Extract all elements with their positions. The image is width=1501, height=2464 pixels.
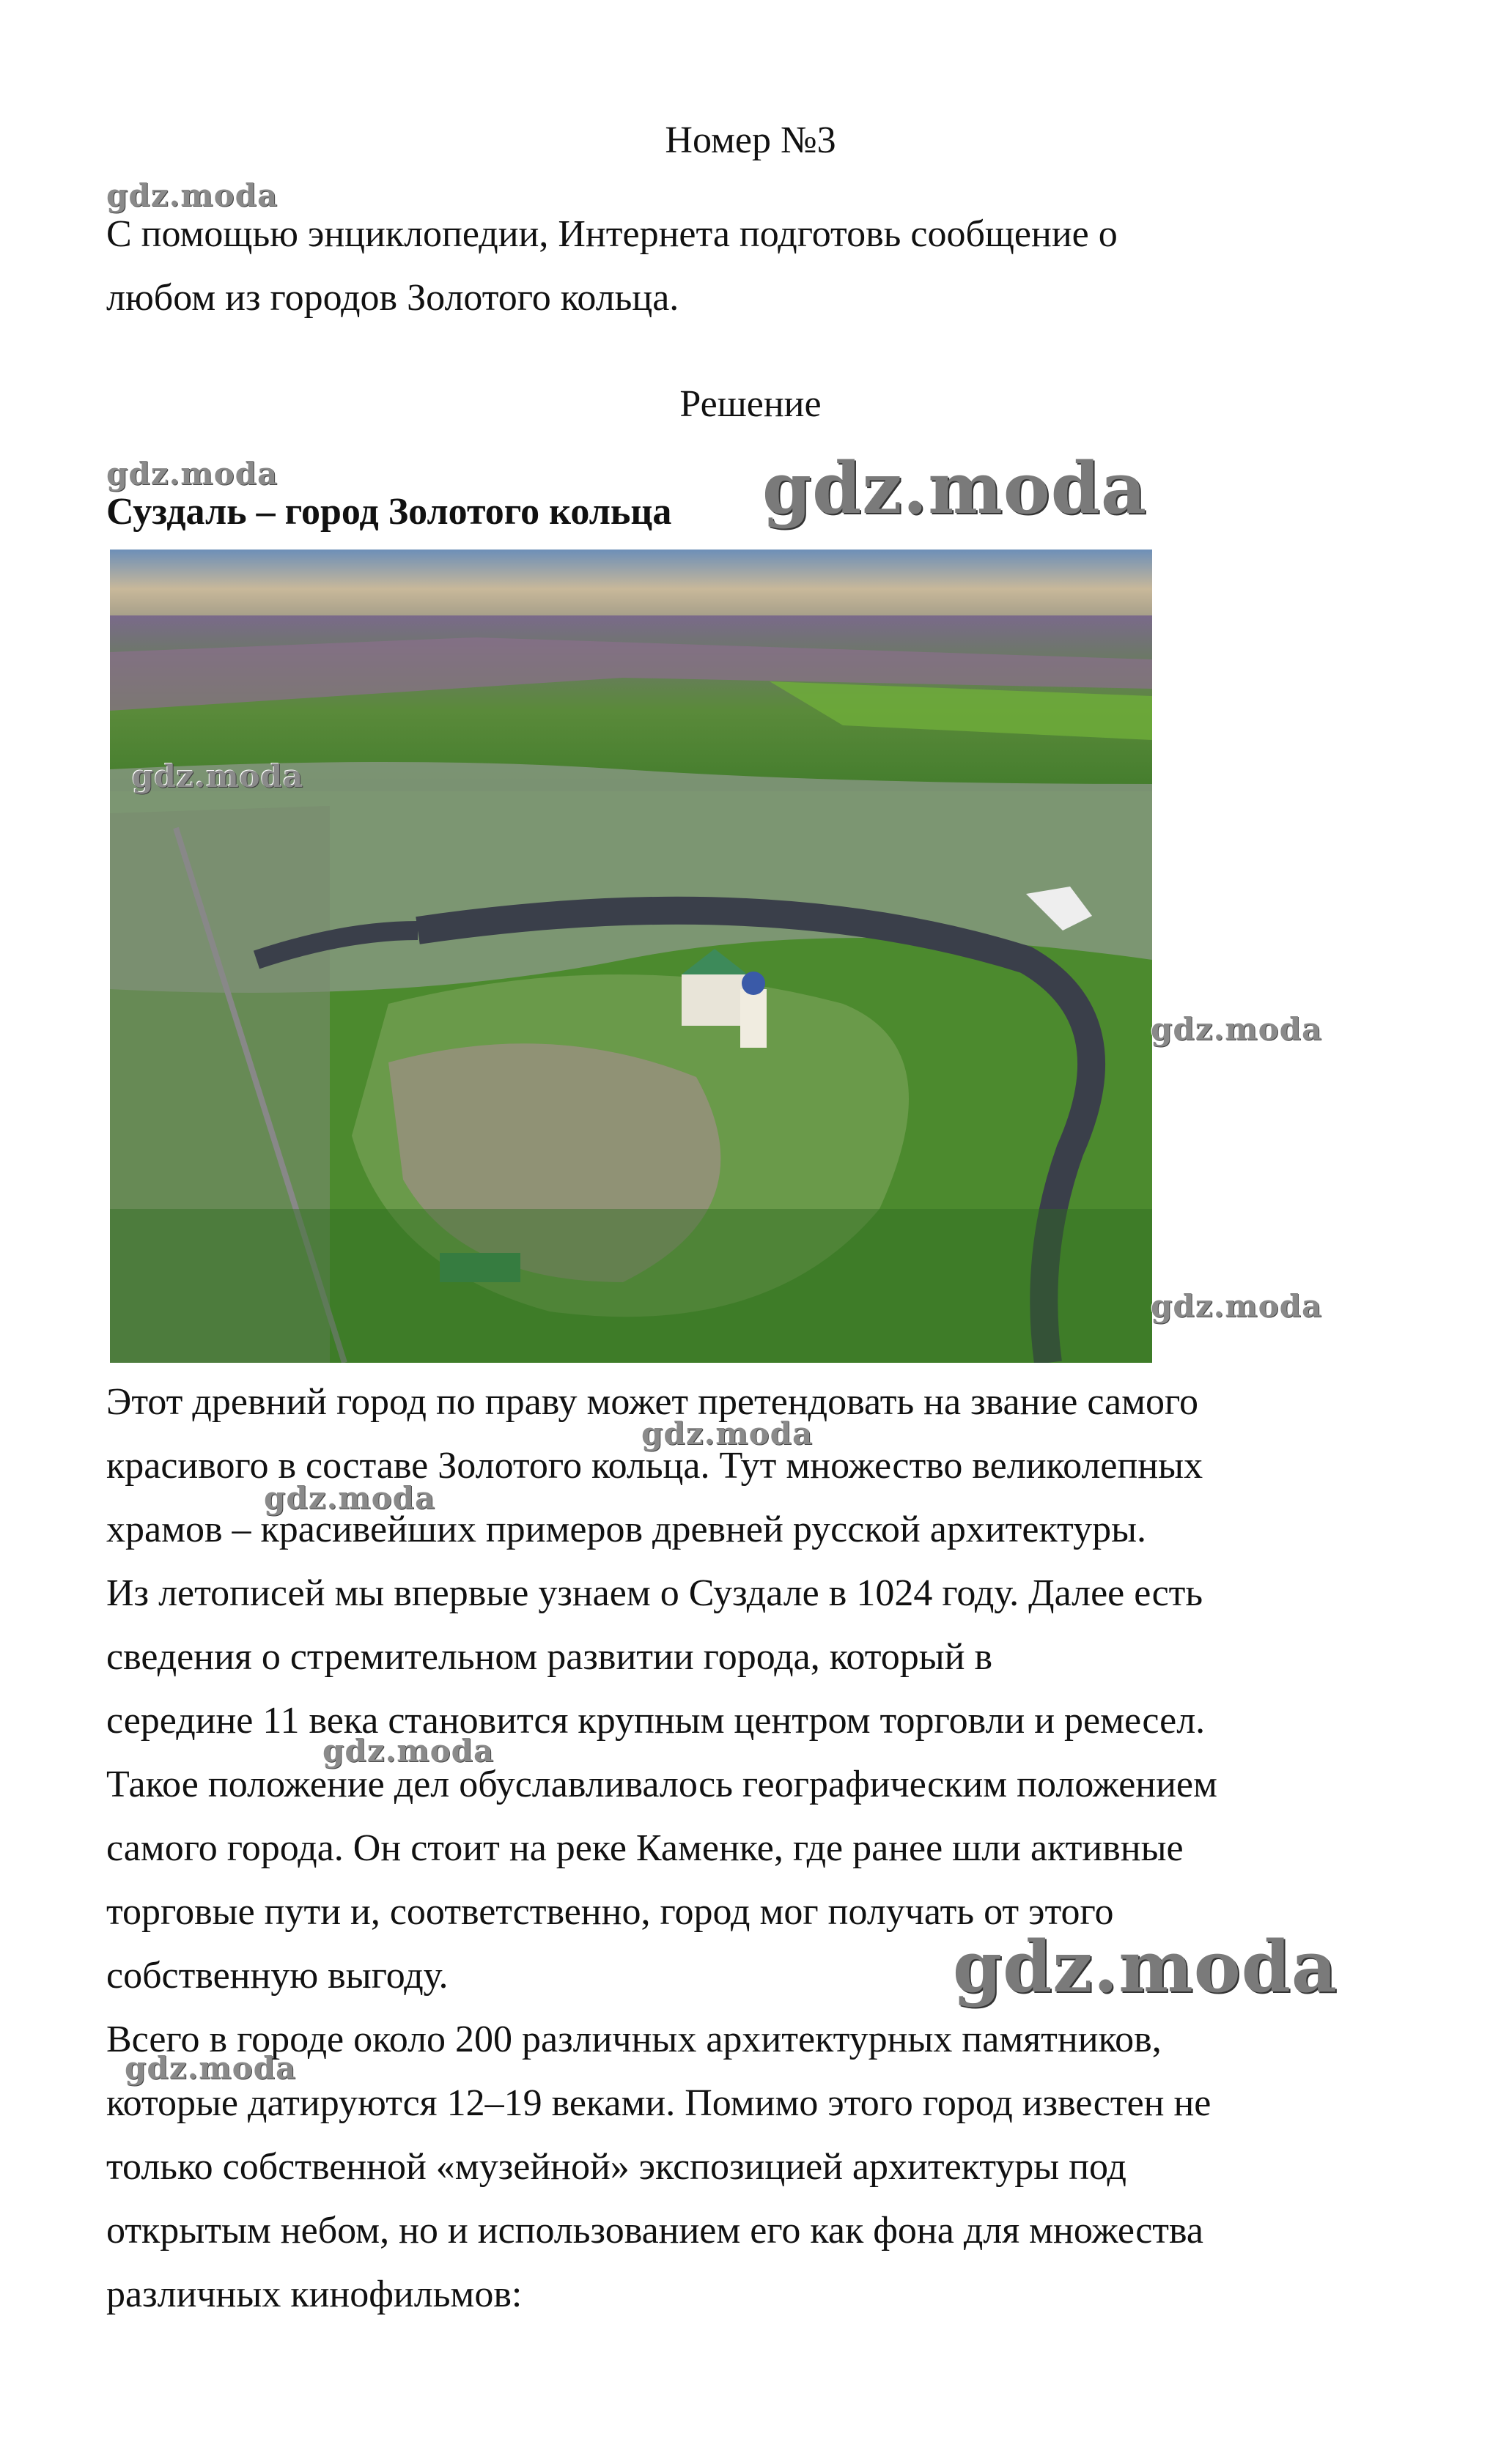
body-line-11: Всего в городе около 200 различных архитектурных памятников, [106,2019,1162,2060]
task-line-2: любом из городов Золотого кольца. [106,277,679,319]
body-line-12: которые датируются 12–19 веками. Помимо этого город известен не [106,2082,1212,2124]
body-line-9: торговые пути и, соответственно, город мог получать от этого [106,1891,1114,1933]
watermark: gdz.moda [953,1925,1338,2008]
body-line-5: сведения о стремительном развитии города, который в [106,1636,993,1678]
body-line-7: Такое положение дел обуславливалось географическим положением [106,1764,1217,1805]
watermark: gdz.moda [106,177,279,213]
watermark: gdz.moda [125,2050,297,2086]
solution-label: Решение [679,383,822,425]
watermark: gdz.moda [264,1480,436,1516]
aerial-town-photo [110,550,1152,1363]
watermark: gdz.moda [1151,1011,1323,1047]
body-line-14: открытым небом, но и использованием его как фона для множества [106,2210,1203,2252]
watermark: gdz.moda [762,447,1148,530]
section-heading: Суздаль – город Золотого кольца [106,491,672,533]
watermark: gdz.moda [322,1733,495,1769]
body-line-15: различных кинофильмов: [106,2274,523,2315]
body-line-2: красивого в составе Золотого кольца. Тут множество великолепных [106,1445,1203,1487]
watermark: gdz.moda [1151,1288,1323,1324]
page-title: Номер №3 [665,119,836,161]
task-line-1: С помощью энциклопедии, Интернета подготовь сообщение о [106,213,1118,255]
body-line-1: Этот древний город по праву может претендовать на звание самого [106,1381,1199,1423]
body-line-13: только собственной «музейной» экспозицией архитектуры под [106,2146,1126,2188]
body-line-8: самого города. Он стоит на реке Каменке, где ранее шли активные [106,1827,1184,1869]
body-line-4: Из летописей мы впервые узнаем о Суздале в 1024 году. Далее есть [106,1572,1203,1614]
watermark: gdz.moda [132,758,304,794]
body-line-3: храмов – красивейших примеров древней русской архитектуры. [106,1509,1147,1550]
watermark: gdz.moda [106,456,279,492]
body-line-10: собственную выгоду. [106,1955,449,1997]
body-line-6: середине 11 века становится крупным центром торговли и ремесел. [106,1700,1206,1742]
watermark: gdz.moda [641,1416,814,1451]
